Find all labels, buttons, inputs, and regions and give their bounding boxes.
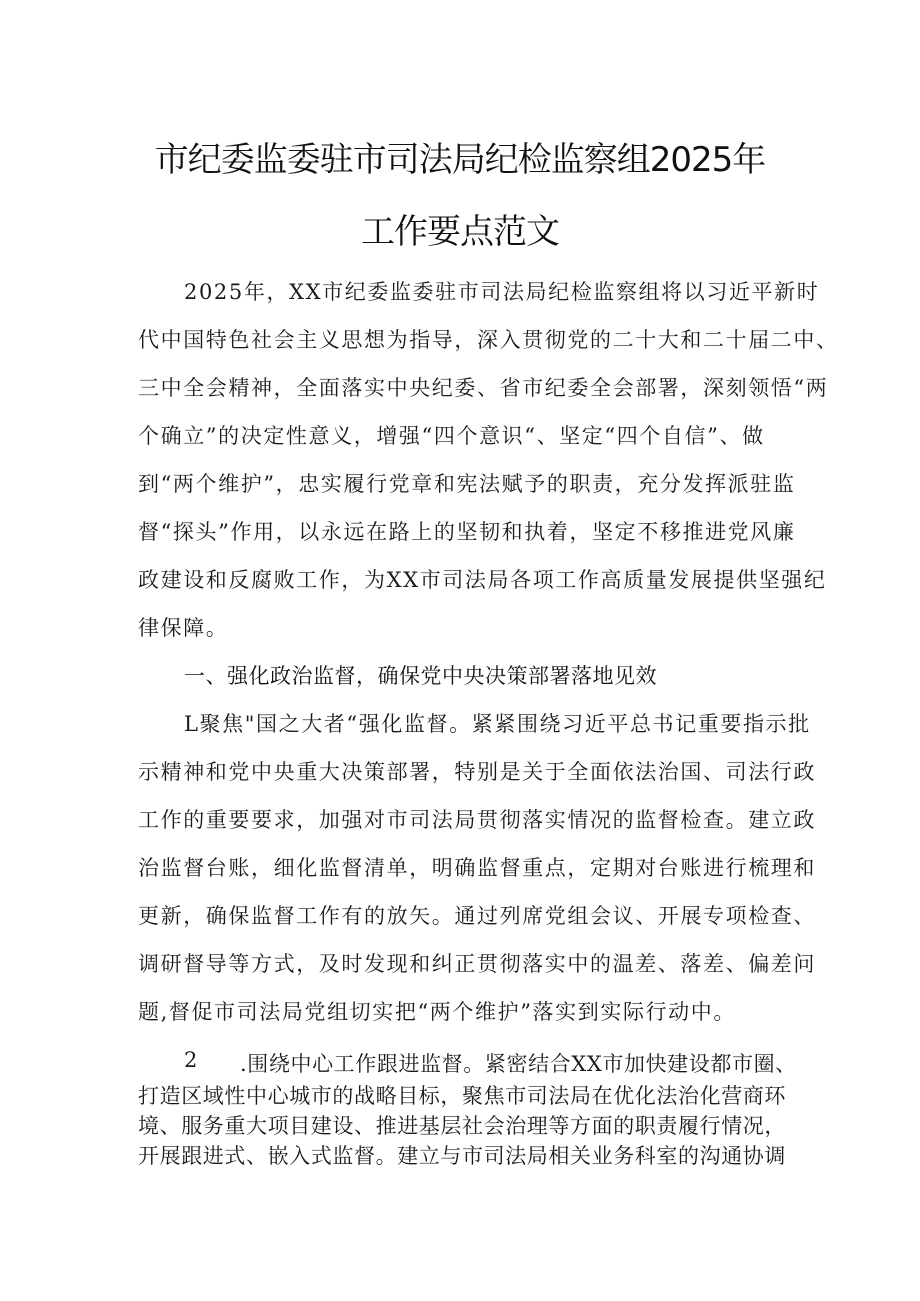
item1-line: 工作的重要要求，加强对市司法局贯彻落实情况的监督检查。建立政: [138, 808, 816, 832]
item1-line: 示精神和党中央重大决策部署，特别是关于全面依法治国、司法行政: [138, 760, 816, 784]
intro-line: 到“两个维护”，忠实履行党章和宪法赋予的职责，充分发挥派驻监: [138, 472, 796, 496]
intro-line: 律保障。: [138, 616, 229, 640]
item2-line: 境、服务重大项目建设、推进基层社会治理等方面的职责履行情况，: [138, 1114, 786, 1138]
item1-line: 题,督促市司法局党组切实把“两个维护”落实到实际行动中。: [138, 1000, 736, 1024]
section-heading: 一、强化政治监督，确保党中央决策部署落地见效: [184, 664, 657, 688]
intro-line: 三中全会精神，全面落实中央纪委、省市纪委全会部署，深刻领悟“两: [138, 376, 829, 400]
item2-line: .围绕中心工作跟进监督。紧密结合XX市加快建设都市圈、: [240, 1052, 797, 1076]
item1-line: 调研督导等方式，及时发现和纠正贯彻落实中的温差、落差、偏差问: [138, 952, 816, 976]
item1-line: L聚焦"国之大者“强化监督。紧紧围绕习近平总书记重要指示批: [184, 712, 811, 736]
intro-line: 代中国特色社会主义思想为指导，深入贯彻党的二十大和二十届二中、: [138, 328, 839, 352]
document-title-line-1: 市纪委监委驻市司法局纪检监察组2025年: [154, 140, 766, 180]
item1-line: 更新，确保监督工作有的放矢。通过列席党组会议、开展专项检查、: [138, 904, 816, 928]
item2-line: 打造区域性中心城市的战略目标，聚焦市司法局在优化法治化营商环: [138, 1084, 786, 1108]
item2-line: 开展跟进式、嵌入式监督。建立与市司法局相关业务科室的沟通协调: [138, 1144, 786, 1168]
intro-line: 个确立”的决定性意义，增强“四个意识“、坚定“四个自信”、做: [138, 424, 765, 448]
document-title-line-2: 工作要点范文: [361, 212, 559, 252]
intro-line: 政建设和反腐败工作，为XX市司法局各项工作高质量发展提供坚强纪: [138, 568, 827, 592]
item1-line: 治监督台账，细化监督清单，明确监督重点，定期对台账进行梳理和: [138, 856, 816, 880]
intro-line: 2025年，XX市纪委监委驻市司法局纪检监察组将以习近平新时: [184, 280, 820, 304]
intro-line: 督“探头”作用，以永远在路上的坚韧和执着，坚定不移推进党风廉: [138, 520, 796, 544]
item2-number: 2: [184, 1048, 199, 1072]
